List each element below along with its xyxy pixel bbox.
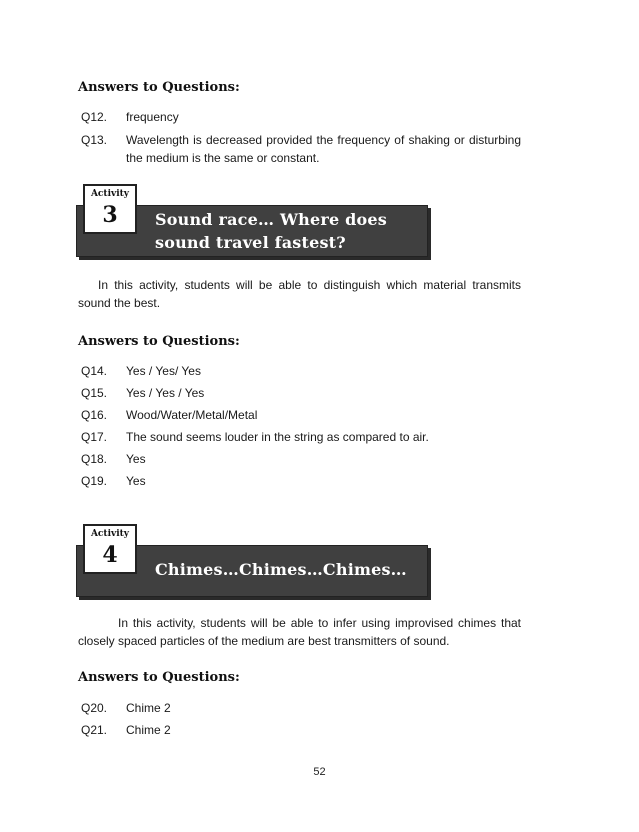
question-number: Q12. <box>81 110 108 124</box>
answer-text: Chime 2 <box>126 701 171 715</box>
answer-text: frequency <box>126 110 179 124</box>
question-number: Q15. <box>81 386 108 400</box>
activity-4-intro: In this activity, students will be able to infer using improvised chimes that closely spaced particles of the medium are best transmitters of sound. <box>78 616 521 648</box>
question-number: Q13. <box>81 133 108 147</box>
question-number: Q16. <box>81 408 108 422</box>
answer-text: Wavelength is decreased provided the frequency of shaking or disturbing the medium is the same or constant. <box>126 133 521 165</box>
question-number: Q21. <box>81 723 108 737</box>
answer-text: The sound seems louder in the string as compared to air. <box>126 430 429 444</box>
answers-heading-3: Answers to Questions: <box>78 670 240 685</box>
activity-label: Activity <box>90 189 130 199</box>
activity-4-title: Chimes…Chimes…Chimes… <box>155 560 407 579</box>
activity-number: 3 <box>102 202 118 228</box>
activity-number: 4 <box>102 542 118 568</box>
activity-3-tab <box>83 184 137 234</box>
question-number: Q14. <box>81 364 108 378</box>
answer-text: Wood/Water/Metal/Metal <box>126 408 258 422</box>
answer-text: Yes <box>126 474 146 488</box>
activity-3-title-line-1: Sound race… Where does <box>155 210 387 229</box>
answers-heading-1: Answers to Questions: <box>78 80 240 95</box>
activity-3-title-line-2: sound travel fastest? <box>155 233 346 252</box>
answers-heading-2: Answers to Questions: <box>78 334 240 349</box>
question-number: Q18. <box>81 452 108 466</box>
activity-3-intro: In this activity, students will be able to distinguish which material transmits sound the best. <box>78 278 521 310</box>
answer-text: Yes / Yes/ Yes <box>126 364 201 378</box>
question-number: Q20. <box>81 701 108 715</box>
question-number: Q17. <box>81 430 108 444</box>
question-number: Q19. <box>81 474 108 488</box>
page-number: 52 <box>313 766 326 778</box>
answer-text: Chime 2 <box>126 723 171 737</box>
answer-text: Yes <box>126 452 146 466</box>
answer-text: Yes / Yes / Yes <box>126 386 205 400</box>
activity-label: Activity <box>90 529 130 539</box>
activity-4-tab <box>83 524 137 574</box>
